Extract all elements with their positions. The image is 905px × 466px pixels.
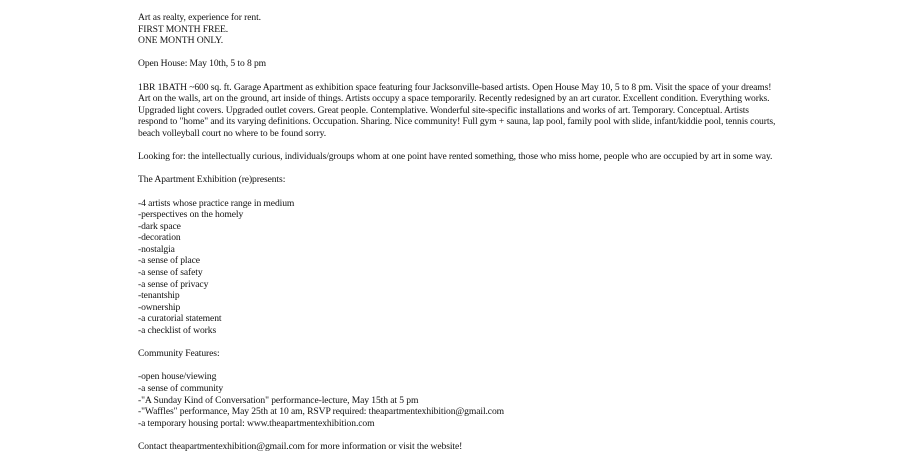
list-item: -a sense of privacy [138, 278, 209, 290]
list-item: -a checklist of works [138, 325, 217, 337]
spacer [138, 163, 778, 175]
tagline: Art as realty, experience for rent. [138, 12, 261, 23]
list-item: -dark space [138, 220, 181, 232]
spacer [138, 70, 778, 82]
offer-line: FIRST MONTH FREE. [138, 23, 229, 35]
list-item: -a sense of place [138, 255, 200, 267]
list-item: -decoration [138, 232, 181, 244]
list-item: -tenantship [138, 290, 180, 302]
spacer [138, 360, 778, 372]
list-item: -4 artists whose practice range in medium [138, 197, 295, 209]
spacer [138, 337, 778, 349]
contact-line: Contact theapartmentexhibition@gmail.com for more information or visit the website! [138, 440, 463, 452]
community-heading: Community Features: [138, 348, 220, 360]
spacer [138, 429, 778, 441]
list-item: -a sense of community [138, 383, 224, 394]
list-item: -"A Sunday Kind of Conversation" performance-lecture, May 15th at 5 pm [138, 394, 419, 406]
looking-for-paragraph: Looking for: the intellectually curious, individuals/groups whom at one point have rented something, those who miss home, people who are occupied by art in some way. [138, 151, 773, 163]
list-item: -nostalgia [138, 243, 175, 255]
spacer [138, 140, 778, 152]
listing-document [138, 12, 778, 453]
presents-list [138, 198, 778, 337]
community-list [138, 371, 778, 429]
open-house-line: Open House: May 10th, 5 to 8 pm [138, 58, 267, 70]
list-item: -ownership [138, 301, 181, 313]
duration-line: ONE MONTH ONLY. [138, 35, 224, 47]
list-item: -a curatorial statement [138, 313, 222, 325]
presents-heading: The Apartment Exhibition (re)presents: [138, 174, 286, 186]
list-item: -open house/viewing [138, 371, 217, 383]
spacer [138, 186, 778, 198]
list-item: -a temporary housing portal: www.theapartmentexhibition.com [138, 417, 375, 429]
listing-description: 1BR 1BATH ~600 sq. ft. Garage Apartment as exhibition space featuring four Jacksonville-based artists. Open House May 10, 5 to 8 pm. Visit the space of your dreams! Art on the walls, art on the ground, art inside of things. Artists occupy a space temporarily. Recently redesigned by an art curator. Excellent condition. Everything works. Upgraded light covers. Upgraded outlet covers. Great people. Contemplative. Wonderful site-specific installations and works of art. Temporary. Conceptual. Artists respond to "home" and its varying definitions. Occupation. Sharing. Nice community! Full gym + sauna, lap pool, family pool with slide, infant/kiddie pool, tennis courts, beach volleyball court no where to be found sorry. [138, 81, 776, 139]
list-item: -"Waffles" performance, May 25th at 10 am, RSVP required: theapartmentexhibition@gmail.com [138, 406, 505, 418]
list-item: -perspectives on the homely [138, 209, 244, 221]
list-item: -a sense of safety [138, 267, 203, 279]
spacer [138, 47, 778, 59]
